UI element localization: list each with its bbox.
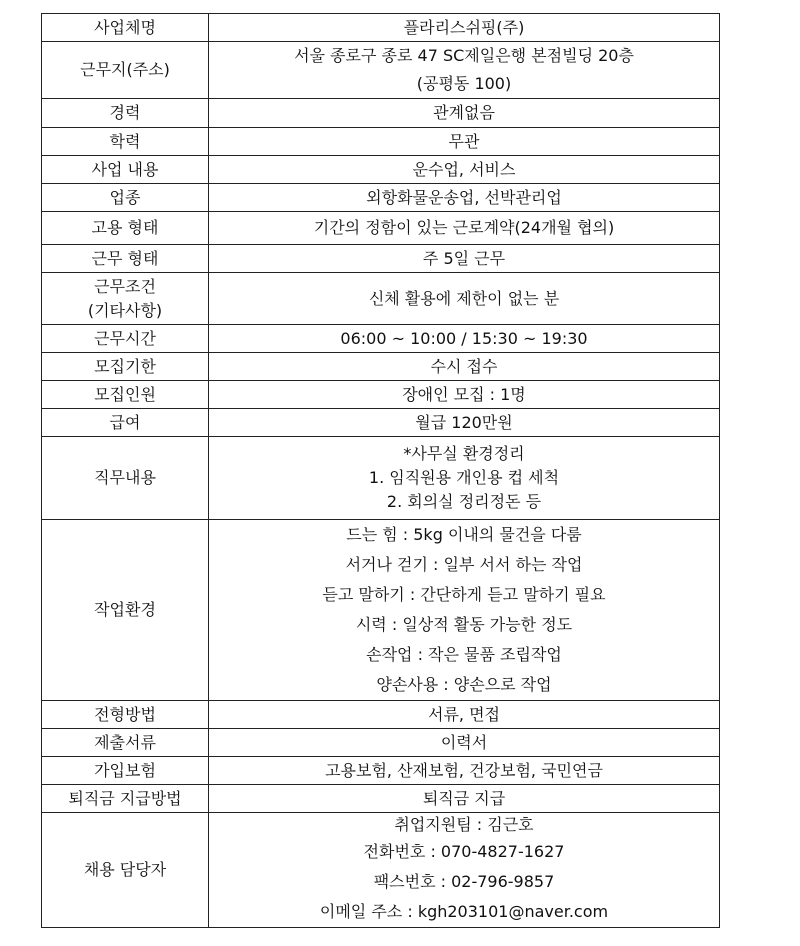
row-value-work-type: 주 5일 근무 xyxy=(209,245,720,273)
contact-team: 취업지원팀 : 김근호 xyxy=(394,815,534,834)
row-label-contact: 채용 담당자 xyxy=(42,813,209,928)
environment-line: 듣고 말하기 : 간단하게 듣고 말하기 필요 xyxy=(322,585,606,604)
row-label-deadline: 모집기한 xyxy=(42,353,209,381)
table-row xyxy=(42,273,720,325)
table-row xyxy=(42,14,720,42)
row-value-deadline: 수시 접수 xyxy=(209,353,720,381)
table-row xyxy=(42,184,720,212)
environment-line: 양손사용 : 양손으로 작업 xyxy=(376,675,552,694)
row-label-employment-type: 고용 형태 xyxy=(42,212,209,245)
duty-line: *사무실 환경정리 xyxy=(403,444,525,463)
contact-email: 이메일 주소 : kgh203101@naver.com xyxy=(319,902,609,921)
row-label-selection: 전형방법 xyxy=(42,701,209,729)
row-label-work-type: 근무 형태 xyxy=(42,245,209,273)
table-row xyxy=(42,757,720,785)
label-line: 근무조건 xyxy=(94,276,156,296)
row-label-severance: 퇴직금 지급방법 xyxy=(42,785,209,813)
row-label-work-hours: 근무시간 xyxy=(42,325,209,353)
row-value-conditions: 신체 활용에 제한이 없는 분 xyxy=(209,273,720,325)
row-label-business: 사업 내용 xyxy=(42,156,209,184)
table-row xyxy=(42,325,720,353)
table-row xyxy=(42,353,720,381)
table-row xyxy=(42,381,720,409)
table-row xyxy=(42,245,720,273)
environment-line: 드는 힘 : 5kg 이내의 물건을 다룸 xyxy=(346,525,582,544)
label-line: (기타사항) xyxy=(87,300,163,320)
row-label-industry: 업종 xyxy=(42,184,209,212)
row-value-selection: 서류, 면접 xyxy=(209,701,720,729)
table-row xyxy=(42,128,720,156)
row-value-education: 무관 xyxy=(209,128,720,156)
row-value-documents: 이력서 xyxy=(209,729,720,757)
environment-line: 시력 : 일상적 활동 가능한 정도 xyxy=(355,615,573,634)
row-value-workplace xyxy=(209,42,720,99)
row-value-industry: 외항화물운송업, 선박관리업 xyxy=(209,184,720,212)
table-row xyxy=(42,701,720,729)
table-row xyxy=(42,409,720,437)
row-value-work-hours: 06:00 ~ 10:00 / 15:30 ~ 19:30 xyxy=(209,325,720,353)
table-row xyxy=(42,156,720,184)
table-row xyxy=(42,42,720,99)
table-row xyxy=(42,99,720,128)
table-row xyxy=(42,437,720,520)
table-row xyxy=(42,729,720,757)
row-label-duties: 직무내용 xyxy=(42,437,209,520)
job-info-table xyxy=(41,13,720,928)
row-value-headcount: 장애인 모집 : 1명 xyxy=(209,381,720,409)
row-value-duties xyxy=(209,437,720,520)
address-line: (공평동 100) xyxy=(416,74,512,93)
row-label-company: 사업체명 xyxy=(42,14,209,42)
row-value-business: 운수업, 서비스 xyxy=(209,156,720,184)
row-label-salary: 급여 xyxy=(42,409,209,437)
row-value-company: 플라리스쉬핑(주) xyxy=(209,14,720,42)
row-value-employment-type: 기간의 정함이 있는 근로계약(24개월 협의) xyxy=(209,212,720,245)
row-label-documents: 제출서류 xyxy=(42,729,209,757)
row-value-career: 관계없음 xyxy=(209,99,720,128)
environment-line: 손작업 : 작은 물품 조립작업 xyxy=(366,645,562,664)
table-row xyxy=(42,785,720,813)
row-label-career: 경력 xyxy=(42,99,209,128)
row-label-environment: 작업환경 xyxy=(42,520,209,701)
duty-line: 1. 임직원용 개인용 컵 세척 xyxy=(368,468,560,487)
row-value-contact xyxy=(209,813,720,928)
row-value-salary: 월급 120만원 xyxy=(209,409,720,437)
row-label-headcount: 모집인원 xyxy=(42,381,209,409)
table-row xyxy=(42,520,720,701)
duty-line: 2. 회의실 정리정돈 등 xyxy=(386,492,542,511)
row-label-conditions xyxy=(42,273,209,325)
row-value-environment xyxy=(209,520,720,701)
row-value-severance: 퇴직금 지급 xyxy=(209,785,720,813)
row-label-insurance: 가입보험 xyxy=(42,757,209,785)
contact-fax: 팩스번호 : 02-796-9857 xyxy=(373,872,555,891)
row-label-education: 학력 xyxy=(42,128,209,156)
address-line: 서울 종로구 종로 47 SC제일은행 본점빌딩 20층 xyxy=(294,46,634,65)
environment-line: 서거나 걷기 : 일부 서서 하는 작업 xyxy=(345,555,583,574)
row-value-insurance: 고용보험, 산재보험, 건강보험, 국민연금 xyxy=(209,757,720,785)
row-label-workplace: 근무지(주소) xyxy=(42,42,209,99)
table-row xyxy=(42,212,720,245)
contact-phone: 전화번호 : 070-4827-1627 xyxy=(363,842,565,861)
table-row xyxy=(42,813,720,928)
